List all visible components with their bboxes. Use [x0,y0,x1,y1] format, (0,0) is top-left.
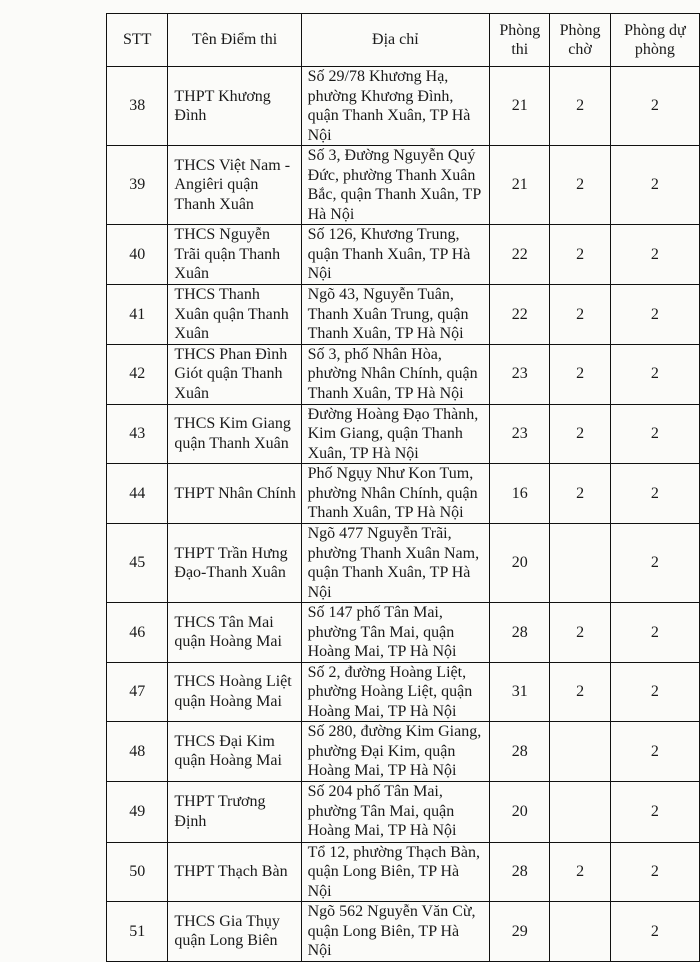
row-address: Số 204 phố Tân Mai, phường Tân Mai, quận Hoàng Mai, TP Hà Nội [301,781,490,842]
header-reserve-rooms: Phòng dự phòng [610,14,699,67]
row-address: Số 280, đường Kim Giang, phường Đại Kim, quận Hoàng Mai, TP Hà Nội [301,722,490,782]
row-address: Tổ 12, phường Thạch Bàn, quận Long Biên, TP Hà Nội [301,842,490,902]
row-reserve-rooms: 2 [610,225,699,285]
row-exam-rooms: 28 [490,722,550,782]
row-reserve-rooms: 2 [610,344,699,404]
row-waiting-rooms [550,902,610,962]
row-exam-rooms: 21 [490,146,550,225]
row-waiting-rooms: 2 [550,464,610,524]
row-reserve-rooms: 2 [610,603,699,663]
row-reserve-rooms: 2 [610,404,699,464]
row-stt: 46 [107,603,168,663]
row-waiting-rooms [550,781,610,842]
table-row [107,285,700,345]
row-stt: 50 [107,842,168,902]
row-stt: 42 [107,344,168,404]
row-reserve-rooms: 2 [610,842,699,902]
header-address: Địa chỉ [301,14,490,67]
row-exam-rooms: 20 [490,781,550,842]
row-waiting-rooms: 2 [550,842,610,902]
table-row [107,662,700,722]
row-stt: 51 [107,902,168,962]
row-address: Số 3, phố Nhân Hòa, phường Nhân Chính, quận Thanh Xuân, TP Hà Nội [301,344,490,404]
row-name: THPT Khương Đình [168,67,301,146]
row-waiting-rooms [550,524,610,603]
row-name: THCS Kim Giang quận Thanh Xuân [168,404,301,464]
row-name: THPT Trần Hưng Đạo-Thanh Xuân [168,524,301,603]
row-stt: 39 [107,146,168,225]
row-address: Số 126, Khương Trung, quận Thanh Xuân, TP Hà Nội [301,225,490,285]
row-address: Số 147 phố Tân Mai, phường Tân Mai, quận Hoàng Mai, TP Hà Nội [301,603,490,663]
header-name: Tên Điểm thi [168,14,301,67]
row-exam-rooms: 28 [490,842,550,902]
row-stt: 38 [107,67,168,146]
row-stt: 40 [107,225,168,285]
row-stt: 43 [107,404,168,464]
row-reserve-rooms: 2 [610,524,699,603]
table-row [107,344,700,404]
row-exam-rooms: 21 [490,67,550,146]
header-exam-rooms: Phòng thi [490,14,550,67]
row-waiting-rooms: 2 [550,603,610,663]
row-name: THCS Gia Thụy quận Long Biên [168,902,301,962]
row-waiting-rooms: 2 [550,344,610,404]
row-reserve-rooms: 2 [610,464,699,524]
row-name: THPT Trương Định [168,781,301,842]
table-row [107,146,700,225]
row-address: Phố Ngụy Như Kon Tum, phường Nhân Chính, quận Thanh Xuân, TP Hà Nội [301,464,490,524]
row-waiting-rooms: 2 [550,225,610,285]
row-address: Số 29/78 Khương Hạ, phường Khương Đình, quận Thanh Xuân, TP Hà Nội [301,67,490,146]
row-reserve-rooms: 2 [610,662,699,722]
row-waiting-rooms: 2 [550,67,610,146]
row-name: THPT Nhân Chính [168,464,301,524]
row-name: THCS Đại Kim quận Hoàng Mai [168,722,301,782]
table-row [107,225,700,285]
row-address: Đường Hoàng Đạo Thành, Kim Giang, quận Thanh Xuân, TP Hà Nội [301,404,490,464]
row-waiting-rooms [550,722,610,782]
row-exam-rooms: 20 [490,524,550,603]
row-stt: 47 [107,662,168,722]
row-address: Số 3, Đường Nguyễn Quý Đức, phường Thanh Xuân Bắc, quận Thanh Xuân, TP Hà Nội [301,146,490,225]
row-stt: 49 [107,781,168,842]
row-stt: 44 [107,464,168,524]
row-address: Số 2, đường Hoàng Liệt, phường Hoàng Liệt, quận Hoàng Mai, TP Hà Nội [301,662,490,722]
table-row [107,781,700,842]
row-exam-rooms: 16 [490,464,550,524]
row-waiting-rooms: 2 [550,285,610,345]
row-reserve-rooms: 2 [610,146,699,225]
table-row [107,722,700,782]
row-reserve-rooms: 2 [610,67,699,146]
row-waiting-rooms: 2 [550,404,610,464]
header-waiting-rooms: Phòng chờ [550,14,610,67]
row-stt: 41 [107,285,168,345]
row-waiting-rooms: 2 [550,662,610,722]
row-exam-rooms: 23 [490,404,550,464]
row-exam-rooms: 22 [490,225,550,285]
row-address: Ngõ 562 Nguyễn Văn Cừ, quận Long Biên, TP Hà Nội [301,902,490,962]
row-reserve-rooms: 2 [610,285,699,345]
row-name: THCS Việt Nam - Angiêri quận Thanh Xuân [168,146,301,225]
table-body [107,67,700,962]
table-row [107,67,700,146]
row-exam-rooms: 29 [490,902,550,962]
row-reserve-rooms: 2 [610,722,699,782]
row-exam-rooms: 31 [490,662,550,722]
table-row [107,524,700,603]
row-name: THCS Hoàng Liệt quận Hoàng Mai [168,662,301,722]
row-exam-rooms: 23 [490,344,550,404]
table-row [107,603,700,663]
row-reserve-rooms: 2 [610,902,699,962]
row-stt: 48 [107,722,168,782]
row-name: THCS Thanh Xuân quận Thanh Xuân [168,285,301,345]
table-row [107,902,700,962]
header-stt: STT [107,14,168,67]
row-name: THCS Tân Mai quận Hoàng Mai [168,603,301,663]
row-stt: 45 [107,524,168,603]
row-exam-rooms: 28 [490,603,550,663]
table-header-row [107,14,700,67]
row-name: THCS Nguyễn Trãi quận Thanh Xuân [168,225,301,285]
row-name: THCS Phan Đình Giót quận Thanh Xuân [168,344,301,404]
row-reserve-rooms: 2 [610,781,699,842]
table-row [107,842,700,902]
row-name: THPT Thạch Bàn [168,842,301,902]
row-address: Ngõ 477 Nguyễn Trãi, phường Thanh Xuân Nam, quận Thanh Xuân, TP Hà Nội [301,524,490,603]
table-row [107,464,700,524]
row-waiting-rooms: 2 [550,146,610,225]
exam-locations-table [106,13,700,962]
row-exam-rooms: 22 [490,285,550,345]
row-address: Ngõ 43, Nguyễn Tuân, Thanh Xuân Trung, quận Thanh Xuân, TP Hà Nội [301,285,490,345]
table-row [107,404,700,464]
